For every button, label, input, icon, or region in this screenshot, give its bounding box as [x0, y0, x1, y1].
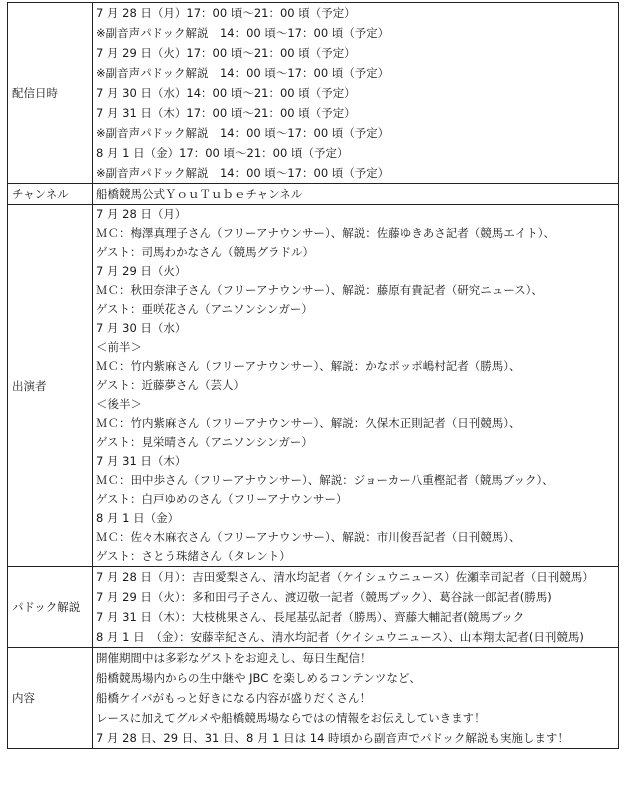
cast-line: ゲスト：見栄晴さん（アニソンシンガー）	[96, 435, 313, 449]
cast-content	[93, 205, 619, 567]
schedule-line: 7 月 29 日（火）17：00 頃〜21：00 頃（予定）	[96, 46, 356, 60]
paddock-line: 7 月 28 日（月）：吉田愛梨さん、清水均記者（ケイシュウニュース）佐瀬幸司記者（日刊競馬）	[96, 570, 594, 584]
schedule-content	[93, 3, 619, 184]
description-line: 船橋ケイバがもっと好きになる内容が盛りだくさん！	[96, 691, 371, 705]
row-label-paddock: パドック解説	[8, 567, 93, 648]
cast-line: ＜前半＞	[96, 340, 142, 354]
schedule-line: ※副音声パドック解説 14：00 頃〜17：00 頃（予定）	[96, 126, 390, 140]
schedule-line: 7 月 31 日（木）17：00 頃〜21：00 頃（予定）	[96, 106, 356, 120]
table-row-cast	[8, 205, 619, 567]
cast-line: 7 月 29 日（火）	[96, 264, 187, 278]
cast-line: ＭＣ：竹内紫麻さん（フリーアナウンサー）、解説：久保木正則記者（日刊競馬）、	[96, 416, 521, 430]
broadcast-info-table	[7, 2, 619, 749]
cast-line: ＜後半＞	[96, 397, 142, 411]
cast-line: 7 月 31 日（木）	[96, 454, 187, 468]
paddock-line: 7 月 29 日（火）：多和田弓子さん、渡辺敬一記者（競馬ブック）、葛谷詠一郎記者(勝馬)	[96, 590, 552, 604]
cast-line: 7 月 30 日（水）	[96, 321, 187, 335]
table-row-schedule	[8, 3, 619, 184]
cast-line: ＭＣ：田中歩さん（フリーアナウンサー）、解説：ジョーカー八重樫記者（競馬ブック）、	[96, 473, 554, 487]
description-line: レースに加えてグルメや船橋競馬場ならではの情報をお伝えしていきます！	[96, 711, 486, 725]
cast-line: ゲスト：亜咲花さん（アニソンシンガー）	[96, 302, 313, 316]
row-label-schedule: 配信日時	[8, 3, 93, 184]
table-row-description	[8, 648, 619, 749]
channel-name: 船橋競馬公式ＹｏｕＴｕｂｅチャンネル	[96, 187, 303, 201]
row-label-channel: チャンネル	[8, 184, 93, 205]
table-row-channel	[8, 184, 619, 205]
cast-line: ＭＣ：秋田奈津子さん（フリーアナウンサー）、解説：藤原有貴記者（研究ニュース）、	[96, 283, 543, 297]
schedule-line: 8 月 1 日（金）17：00 頃〜21：00 頃（予定）	[96, 146, 349, 160]
paddock-content	[93, 567, 619, 648]
row-label-cast: 出演者	[8, 205, 93, 567]
description-line: 7 月 28 日、29 日、31 日、8 月 1 日は 14 時頃から副音声でパドック解説も実施します！	[96, 731, 569, 745]
schedule-line: 7 月 30 日（水）14：00 頃〜21：00 頃（予定）	[96, 86, 356, 100]
description-line: 船橋競馬場内からの生中継や JBC を楽しめるコンテンツなど、	[96, 671, 421, 685]
description-content	[93, 648, 619, 749]
schedule-line: 7 月 28 日（月）17：00 頃〜21：00 頃（予定）	[96, 6, 356, 20]
cast-line: ゲスト：さとう珠緒さん（タレント）	[96, 549, 291, 563]
cast-line: ＭＣ：佐々木麻衣さん（フリーアナウンサー）、解説：市川俊吾記者（日刊競馬）、	[96, 530, 521, 544]
cast-line: ＭＣ：竹内紫麻さん（フリーアナウンサー）、解説：かなポッポ嶋村記者（勝馬）、	[96, 359, 521, 373]
schedule-line: ※副音声パドック解説 14：00 頃〜17：00 頃（予定）	[96, 66, 390, 80]
row-label-description: 内容	[8, 648, 93, 749]
cast-line: ゲスト：司馬わかなさん（競馬グラドル）	[96, 245, 315, 259]
cast-line: 8 月 1 日（金）	[96, 511, 180, 525]
paddock-line: 7 月 31 日（木）：大枝桃果さん、長尾基弘記者（勝馬）、齊藤大輔記者(競馬ブック	[96, 610, 525, 624]
channel-content	[93, 184, 619, 205]
paddock-line: 8 月 1 日 （金）：安藤幸紀さん、清水均記者（ケイシュウニュース）、山本翔太記者(日刊競馬)	[96, 630, 584, 644]
cast-line: ゲスト：近藤夢さん（芸人）	[96, 378, 246, 392]
description-line: 開催期間中は多彩なゲストをお迎えし、毎日生配信！	[96, 651, 372, 665]
cast-line: ゲスト：白戸ゆめのさん（フリーアナウンサー）	[96, 492, 348, 506]
schedule-line: ※副音声パドック解説 14：00 頃〜17：00 頃（予定）	[96, 166, 390, 180]
cast-line: 7 月 28 日（月）	[96, 207, 187, 221]
cast-line: ＭＣ：梅澤真理子さん（フリーアナウンサー）、解説：佐藤ゆきあさ記者（競馬エイト）、	[96, 226, 555, 240]
schedule-line: ※副音声パドック解説 14：00 頃〜17：00 頃（予定）	[96, 26, 390, 40]
table-row-paddock	[8, 567, 619, 648]
